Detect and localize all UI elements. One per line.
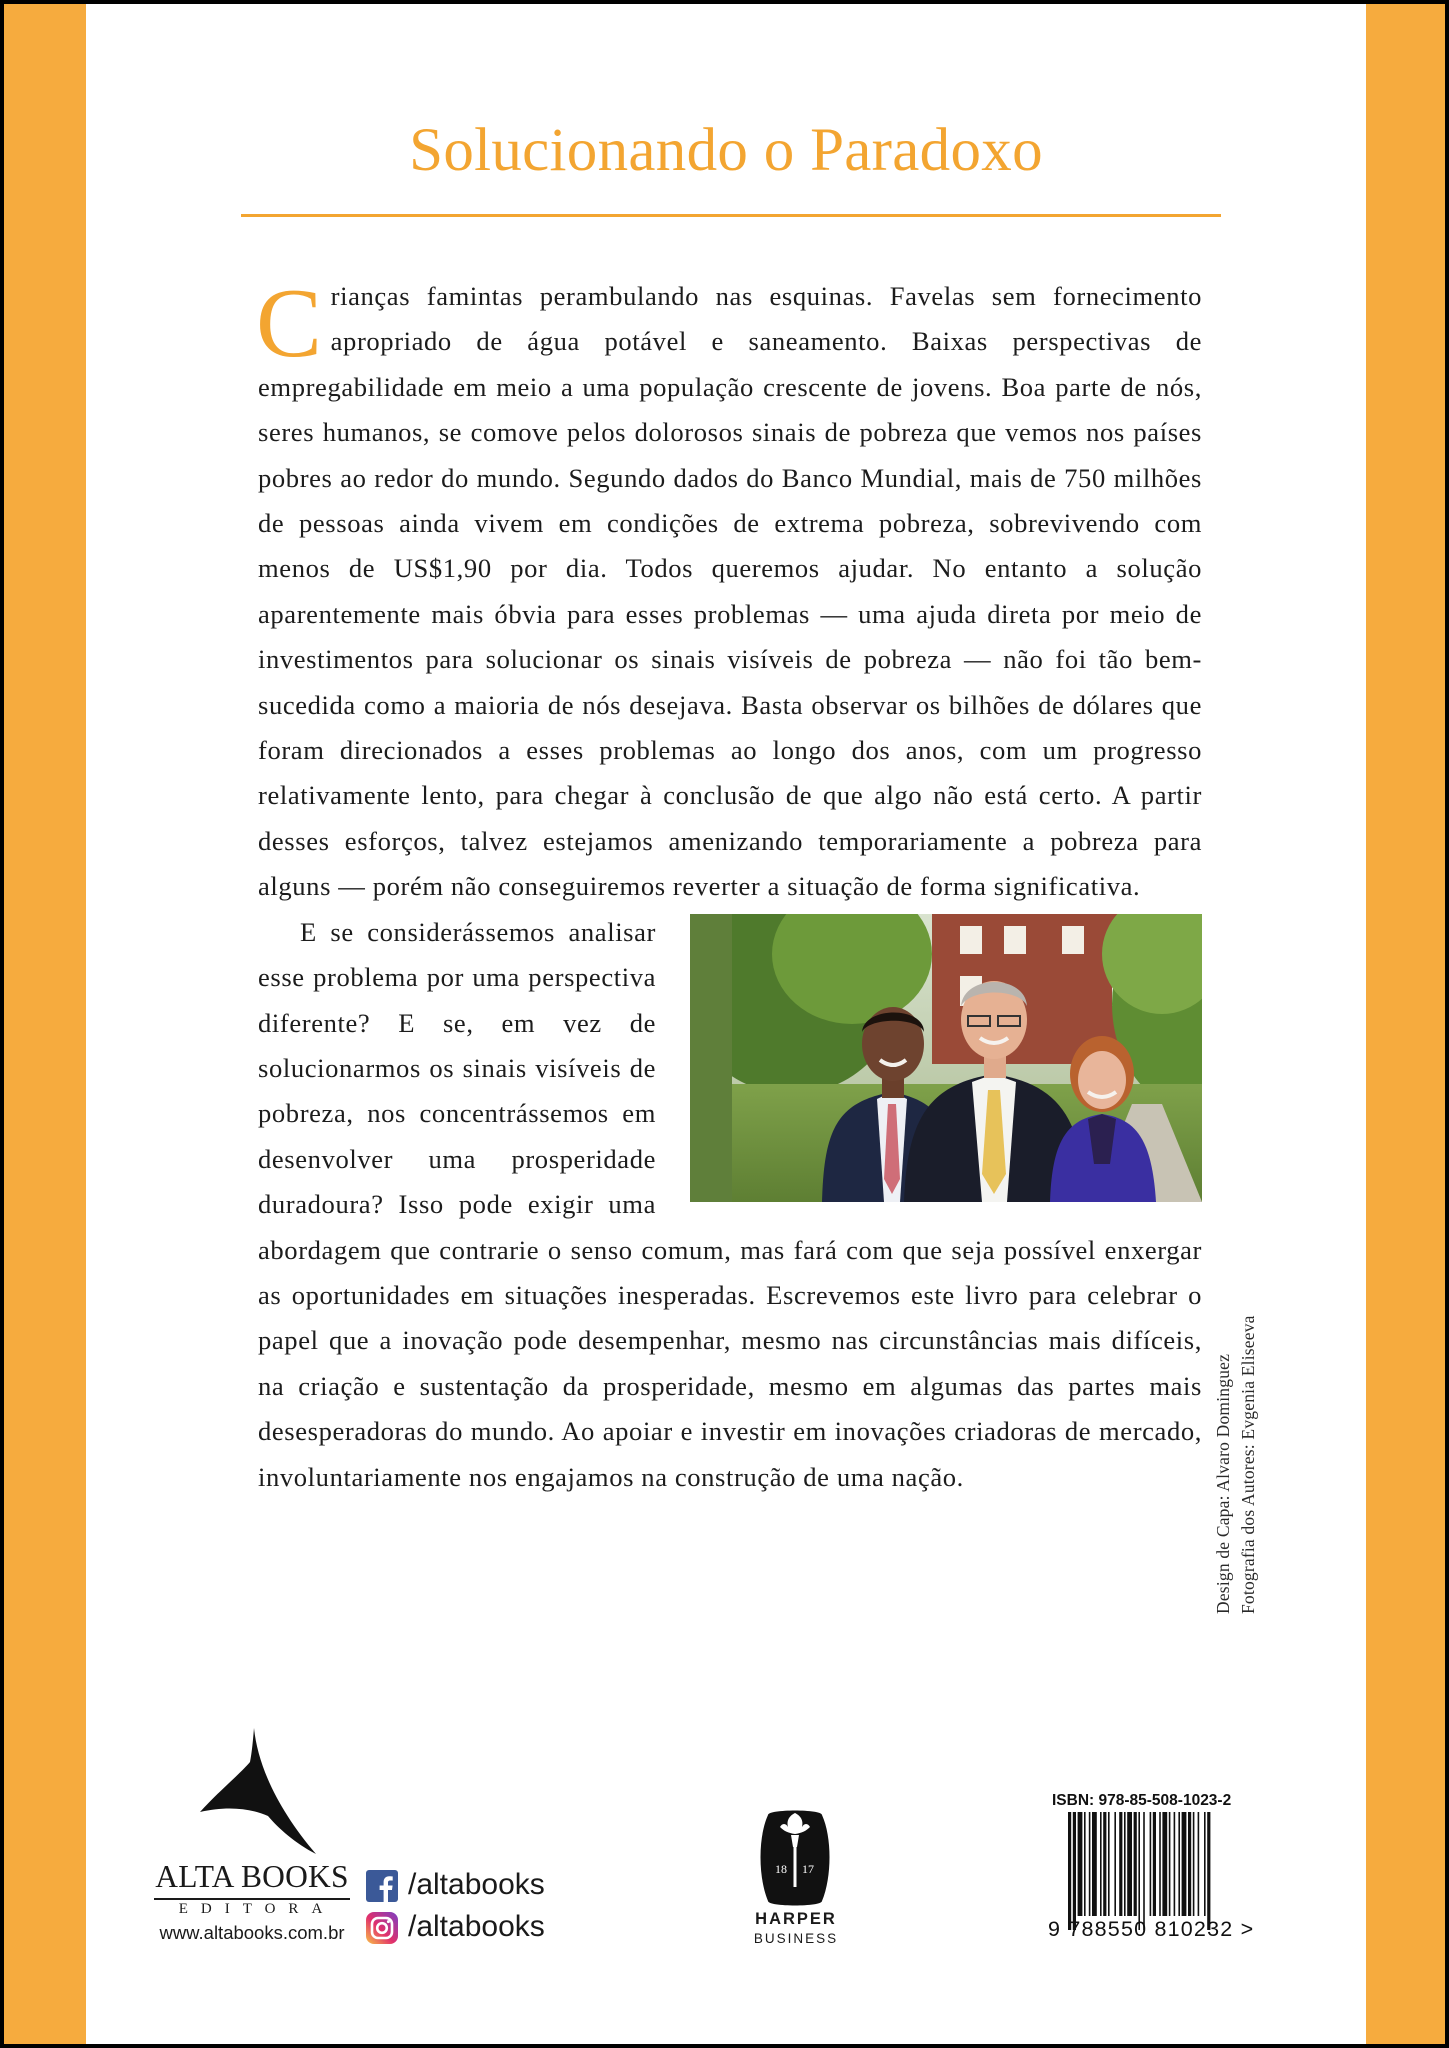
publisher-url[interactable]: www.altabooks.com.br <box>159 1922 345 1943</box>
barcode-bar <box>1138 1812 1140 1930</box>
blurb <box>256 269 1202 1500</box>
alta-books-logo-icon <box>184 1728 316 1854</box>
instagram-handle: /altabooks <box>408 1910 545 1943</box>
barcode-bar <box>1159 1812 1161 1916</box>
barcode-bar <box>1078 1812 1083 1916</box>
harper-subtitle: BUSINESS <box>753 1931 839 1946</box>
barcode-bar <box>1153 1812 1156 1916</box>
harper-year-left: 18 <box>775 1862 787 1876</box>
barcode-bar <box>1127 1812 1132 1916</box>
barcode-bar <box>1207 1812 1210 1930</box>
publisher-subtitle: EDITORA <box>178 1901 336 1917</box>
barcode-bar <box>1174 1812 1176 1916</box>
barcode-bar <box>1204 1812 1206 1916</box>
paragraph-2 <box>258 910 1202 1500</box>
barcode-bar <box>1198 1812 1200 1916</box>
barcode-bar <box>1108 1812 1110 1916</box>
barcode-bar <box>1182 1812 1187 1916</box>
title-divider <box>241 214 1221 217</box>
authors-photo <box>690 914 1202 1202</box>
facebook-icon <box>366 1870 398 1902</box>
barcode-bar <box>1119 1812 1122 1916</box>
drop-cap: C <box>256 269 323 378</box>
cover-panel <box>86 4 1366 2044</box>
barcode-bar <box>1103 1812 1106 1916</box>
paragraph-1 <box>256 269 1202 910</box>
barcode-bar <box>1143 1812 1145 1930</box>
facebook-handle: /altabooks <box>408 1868 545 1901</box>
barcode-bar <box>1169 1812 1171 1916</box>
photo-credit: Fotografia dos Autores: Evgenia Eliseeva <box>1238 1315 1258 1614</box>
page-title: Solucionando o Paradoxo <box>409 117 1043 184</box>
barcode-bar <box>1089 1812 1091 1916</box>
publisher-name: ALTA BOOKS <box>155 1859 349 1894</box>
design-credit: Design de Capa: Alvaro Dominguez <box>1213 1353 1233 1614</box>
barcode-bar <box>1100 1812 1102 1916</box>
barcode-bar <box>1092 1812 1097 1916</box>
book-back-cover <box>4 4 1445 2044</box>
authors-photo-illustration <box>732 914 1202 1202</box>
barcode-bar <box>1114 1812 1116 1916</box>
paragraph-1-text: rianças famintas perambulando nas esquinas. Favelas sem fornecimento apropriado de água potável e saneamento. Baixas perspectivas de empregabilidade em meio a uma população crescente de jovens. Boa parte de nós, seres humanos, se comove pelos dolorosos sinais de pobreza que vemos nos países pobres ao redor do mundo. Segundo dados do Banco Mundial, mais de 750 milhões de pessoas ainda vivem em condições de extrema pobreza, sobrevivendo com menos de US$1,90 por dia. Todos queremos ajudar. No entanto a solução aparentemente mais óbvia para esses problemas — uma ajuda direta por meio de investimentos para solucionar os sinais visíveis de pobreza — não foi tão bem-sucedida como a maioria de nós desejava. Basta observar os bilhões de dólares que foram direcionados a esses problemas ao longo dos anos, com um progresso relativamente lento, para chegar à conclusão de que algo não está certo. A partir desses esforços, talvez estejamos amenizando temporariamente a pobreza para alguns — porém não conseguiremos reverter a situação de forma significativa. <box>258 281 1202 902</box>
barcode-bar <box>1134 1812 1137 1916</box>
harper-torch-logo-icon <box>758 1807 832 1909</box>
instagram-icon <box>366 1912 398 1944</box>
authors-photo-float <box>690 914 1202 1204</box>
photo-credits <box>1211 1315 1261 1614</box>
barcode-bar <box>1188 1812 1191 1916</box>
harper-name: HARPER <box>755 1910 837 1928</box>
harper-year-right: 17 <box>802 1862 814 1876</box>
barcode-bar <box>1068 1812 1071 1930</box>
barcode-bar <box>1084 1812 1086 1916</box>
barcode-digits: 9 788550 810232 > <box>1048 1917 1255 1941</box>
barcode-bar <box>1193 1812 1195 1916</box>
barcode-bar <box>1124 1812 1126 1916</box>
barcode-bar <box>1162 1812 1167 1916</box>
barcode-bar <box>1150 1812 1152 1916</box>
publisher-divider <box>154 1898 350 1900</box>
isbn-label: ISBN: 978-85-508-1023-2 <box>1052 1792 1232 1809</box>
barcode-bar <box>1073 1812 1076 1930</box>
paragraph-2-text: E se considerássemos analisar esse problema por uma perspectiva diferente? E se, em vez de solucionarmos os sinais visíveis de pobreza, nos concentrássemos em desenvolver uma prosperidade duradoura? Isso pode exigir uma abordagem que contrarie o senso comum, mas fará com que seja possível enxergar as oportunidades em situações inesperadas. Escrevemos este livro para celebrar o papel que a inovação pode desempenhar, mesmo nas circunstâncias mais difíceis, na criação e sustentação da prosperidade, mesmo em algumas das partes mais desesperadoras do mundo. Ao apoiar e investir em inovações criadoras de mercado, involuntariamente nos engajamos na construção de uma nação. <box>258 916 1202 1492</box>
barcode-bar <box>1178 1812 1180 1916</box>
